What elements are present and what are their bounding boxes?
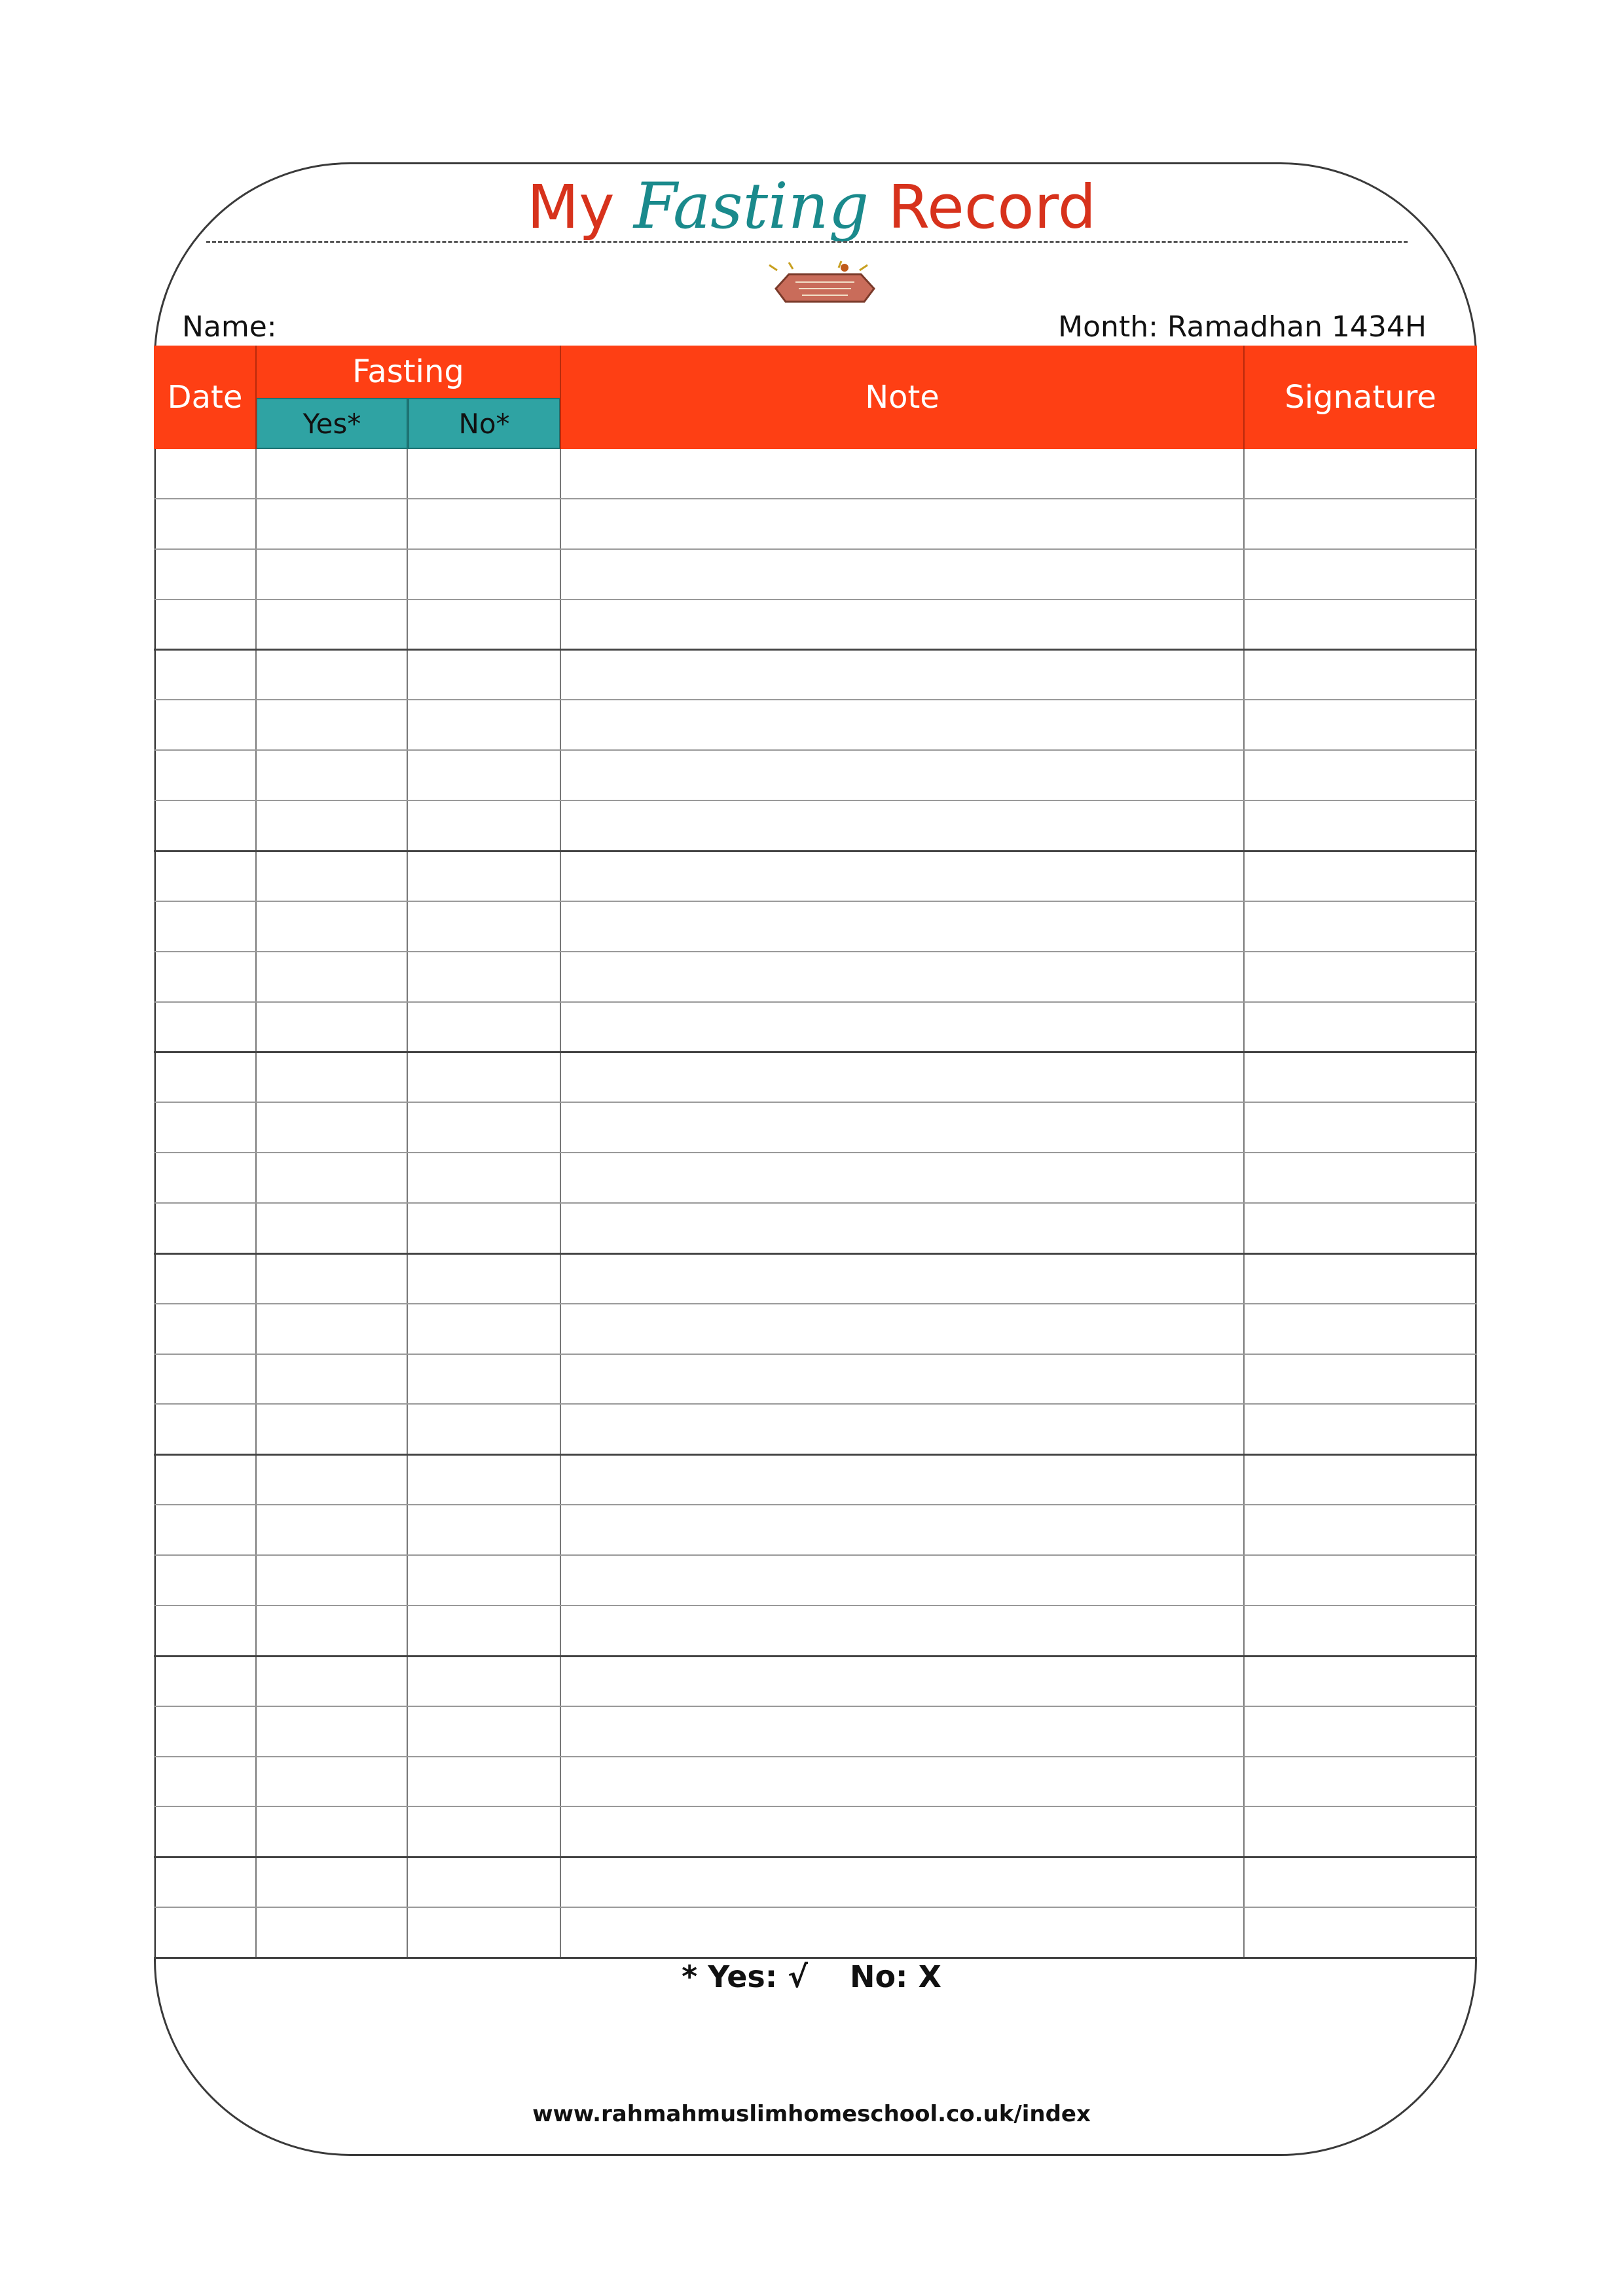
column-line <box>1476 449 1477 1958</box>
column-line <box>1243 449 1245 1958</box>
title-end: Record <box>888 172 1097 242</box>
table-row <box>154 1051 1477 1053</box>
header-divider <box>255 346 257 449</box>
table-row <box>154 1605 1477 1606</box>
title-accent: Fasting <box>633 170 869 243</box>
table-row <box>154 1554 1477 1556</box>
column-line <box>560 449 561 1958</box>
table-row <box>154 1202 1477 1204</box>
header-signature: Signature <box>1285 379 1436 416</box>
table-row <box>154 548 1477 550</box>
page-title <box>0 164 1623 250</box>
table-row <box>154 951 1477 952</box>
table-row <box>154 1655 1477 1657</box>
header-divider <box>1243 346 1245 449</box>
header-fasting: Fasting <box>352 353 464 390</box>
mosque-logo-icon <box>763 259 881 311</box>
record-table <box>154 449 1477 1958</box>
table-row <box>154 1856 1477 1858</box>
title-divider <box>206 241 1408 243</box>
table-row <box>154 1354 1477 1355</box>
column-line <box>154 449 155 1958</box>
table-row <box>154 1403 1477 1405</box>
header-divider <box>560 346 561 449</box>
table-row <box>154 1303 1477 1304</box>
table-row <box>154 850 1477 852</box>
footer-url: www.rahmahmuslimhomeschool.co.uk/index <box>532 2101 1091 2127</box>
table-row <box>154 1102 1477 1103</box>
header-no: No* <box>408 398 560 449</box>
table-row <box>154 649 1477 651</box>
table-row <box>154 498 1477 499</box>
month-field-label: Month: Ramadhan 1434H <box>1058 310 1427 344</box>
table-row <box>154 699 1477 700</box>
table-row <box>154 1504 1477 1505</box>
table-row <box>154 1001 1477 1003</box>
table-row <box>154 1152 1477 1153</box>
table-row <box>154 1454 1477 1456</box>
header-date: Date <box>167 379 243 416</box>
table-header <box>154 346 1477 449</box>
table-row <box>154 901 1477 902</box>
table-row <box>154 1253 1477 1255</box>
column-line <box>255 449 257 1958</box>
table-row <box>154 800 1477 801</box>
table-row <box>154 749 1477 751</box>
legend-note: * Yes: √ No: X <box>682 1959 941 1994</box>
title-start: My <box>526 172 615 242</box>
column-line <box>407 449 408 1958</box>
table-row <box>154 1907 1477 1908</box>
table-row <box>154 1706 1477 1707</box>
table-row <box>154 1756 1477 1757</box>
header-note: Note <box>865 379 939 416</box>
table-row <box>154 599 1477 600</box>
name-field-label: Name: <box>182 310 277 344</box>
header-yes: Yes* <box>256 398 408 449</box>
table-row <box>154 1806 1477 1807</box>
